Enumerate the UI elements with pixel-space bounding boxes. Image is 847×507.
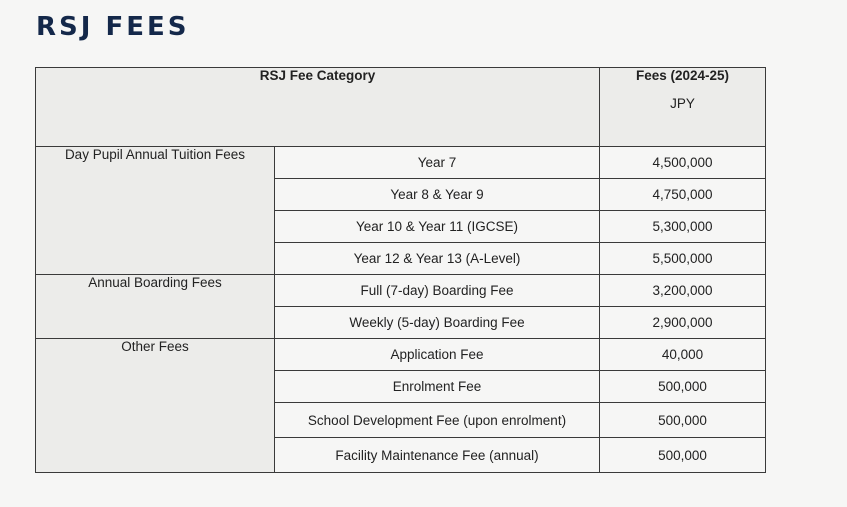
fees-header	[600, 68, 766, 147]
fee-amount: 500,000	[600, 403, 766, 438]
fees-year-label: Fees (2024-25)	[635, 68, 730, 83]
fees-table	[35, 67, 766, 473]
page-title: RSJ FEES	[36, 12, 190, 42]
group-label-other: Other Fees	[36, 339, 275, 473]
table-row	[36, 339, 766, 371]
fee-item: Year 8 & Year 9	[275, 179, 600, 211]
fee-item: Enrolment Fee	[275, 371, 600, 403]
fee-item: School Development Fee (upon enrolment)	[275, 403, 600, 438]
table-header-row	[36, 68, 766, 147]
group-label-day-pupil: Day Pupil Annual Tuition Fees	[36, 147, 275, 275]
fee-item: Full (7-day) Boarding Fee	[275, 275, 600, 307]
fee-amount: 500,000	[600, 438, 766, 473]
fee-amount: 3,200,000	[600, 275, 766, 307]
fee-category-header: RSJ Fee Category	[36, 68, 600, 147]
fee-item: Year 7	[275, 147, 600, 179]
currency-label: JPY	[670, 96, 695, 111]
fee-item: Year 12 & Year 13 (A-Level)	[275, 243, 600, 275]
fee-item: Weekly (5-day) Boarding Fee	[275, 307, 600, 339]
fee-amount: 4,500,000	[600, 147, 766, 179]
fee-amount: 4,750,000	[600, 179, 766, 211]
table-row	[36, 275, 766, 307]
fee-item: Application Fee	[275, 339, 600, 371]
fee-amount: 5,300,000	[600, 211, 766, 243]
fee-amount: 500,000	[600, 371, 766, 403]
group-label-boarding: Annual Boarding Fees	[36, 275, 275, 339]
fee-item: Year 10 & Year 11 (IGCSE)	[275, 211, 600, 243]
table-row	[36, 147, 766, 179]
fee-item: Facility Maintenance Fee (annual)	[275, 438, 600, 473]
fee-amount: 40,000	[600, 339, 766, 371]
fee-amount: 2,900,000	[600, 307, 766, 339]
fee-amount: 5,500,000	[600, 243, 766, 275]
